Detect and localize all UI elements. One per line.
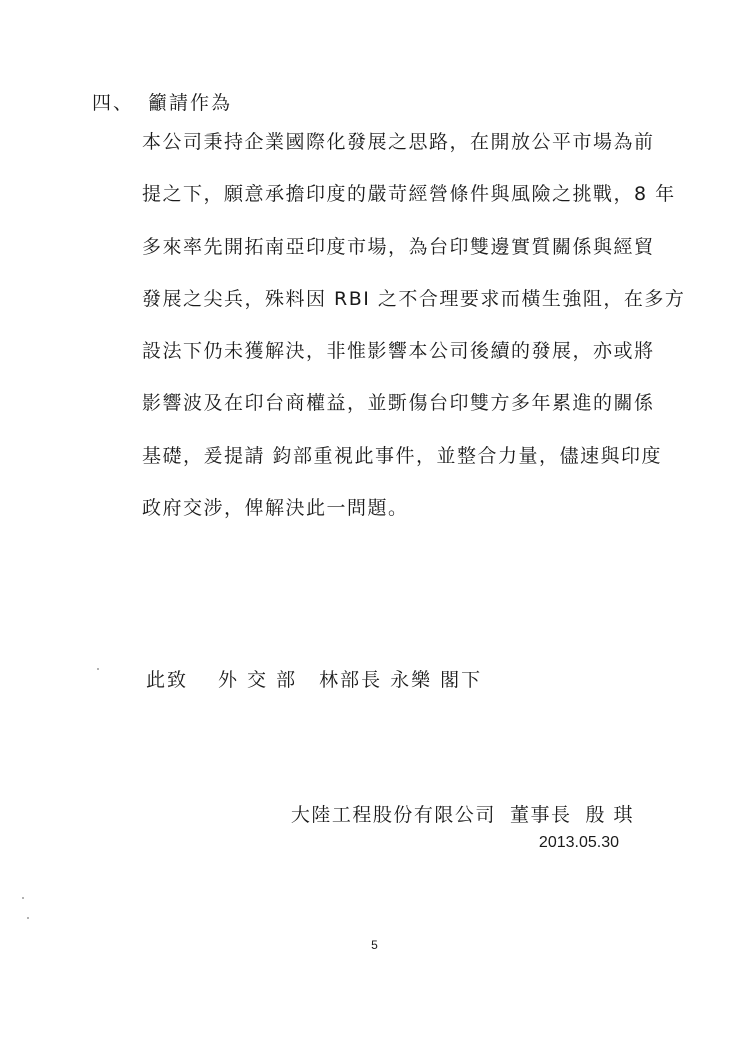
salutation-ministry: 外 交 部 bbox=[218, 669, 298, 691]
scan-speck bbox=[27, 917, 29, 919]
section-number: 四、 bbox=[92, 92, 135, 114]
signature-title: 董事長 bbox=[509, 804, 572, 826]
salutation-name: 永樂 bbox=[390, 669, 433, 691]
section-title: 籲請作為 bbox=[148, 92, 233, 114]
body-line: 設法下仍未獲解決，非惟影響本公司後續的發展，亦或將 bbox=[142, 340, 655, 363]
body-line: 提之下，願意承擔印度的嚴苛經營條件與風險之挑戰，8 年 bbox=[142, 183, 676, 206]
signature-company: 大陸工程股份有限公司 bbox=[290, 804, 496, 826]
signature-name: 殷 琪 bbox=[585, 804, 634, 826]
body-paragraph bbox=[142, 130, 686, 548]
salutation-prefix: 此致 bbox=[146, 669, 189, 691]
body-line: 影響波及在印台商權益，並斲傷台印雙方多年累進的關係 bbox=[142, 392, 655, 415]
salutation-honorific: 閣下 bbox=[440, 669, 483, 691]
signature-block bbox=[291, 800, 634, 827]
salutation-recipient: 林部長 bbox=[319, 669, 383, 691]
section-heading bbox=[92, 88, 232, 115]
salutation bbox=[146, 665, 482, 692]
body-line: 多來率先開拓南亞印度市場，為台印雙邊實質關係與經貿 bbox=[142, 235, 655, 258]
body-line: 本公司秉持企業國際化發展之思路，在開放公平市場為前 bbox=[142, 131, 655, 153]
page-number: 5 bbox=[371, 938, 378, 952]
scan-speck bbox=[22, 897, 24, 899]
document-date: 2013.05.30 bbox=[538, 834, 619, 851]
scan-speck bbox=[97, 668, 99, 670]
body-line: 政府交涉，俾解決此一問題。 bbox=[142, 497, 409, 520]
body-line: 發展之尖兵，殊料因 RBI 之不合理要求而橫生強阻，在多方 bbox=[142, 287, 686, 310]
body-line: 基礎，爰提請 鈞部重視此事件，並整合力量，儘速與印度 bbox=[142, 444, 663, 467]
